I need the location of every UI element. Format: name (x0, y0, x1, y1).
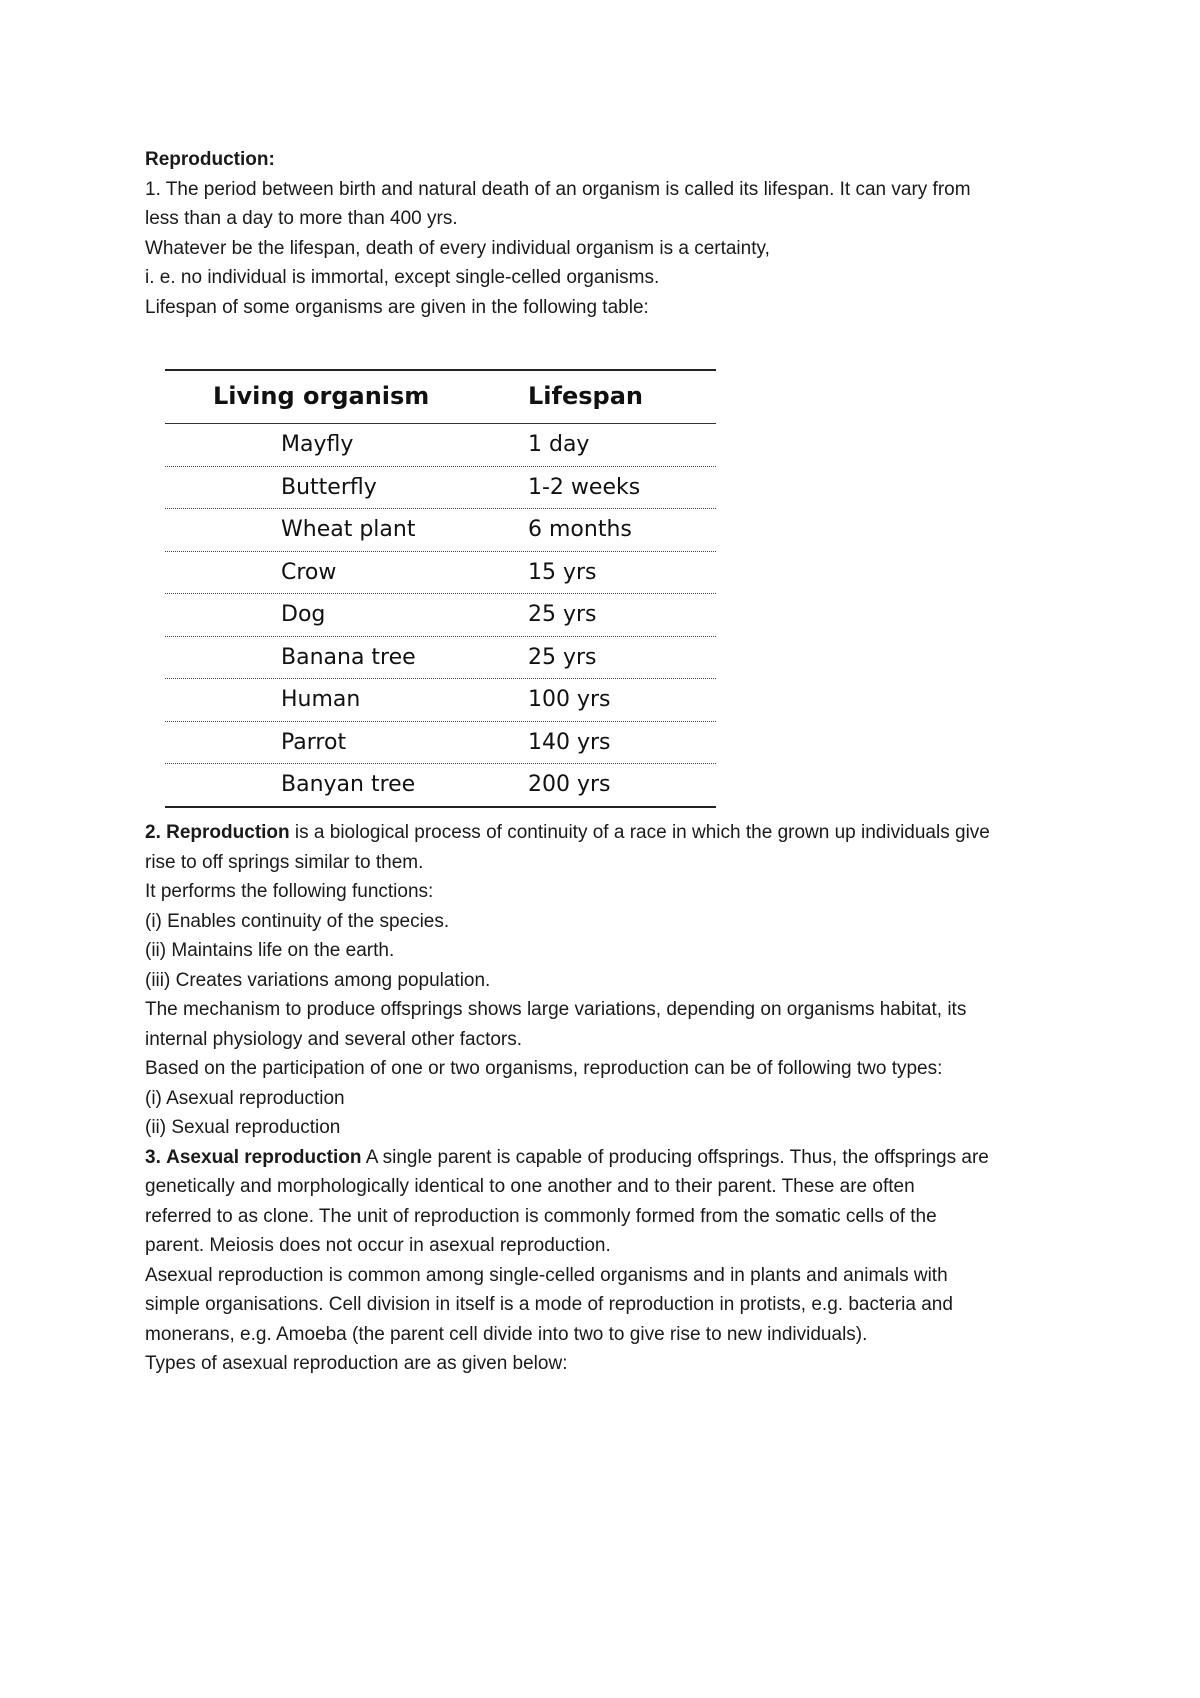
table-row (165, 552, 716, 595)
organism-cell: Dog (281, 602, 326, 627)
paragraph-line: rise to off springs similar to them. (145, 851, 424, 873)
lifespan-cell: 15 yrs (528, 559, 597, 585)
lifespan-cell: 1-2 weeks (528, 474, 641, 500)
paragraph-line: referred to as clone. The unit of reproduction is commonly formed from the somatic cells of the (145, 1205, 937, 1227)
paragraph-line: simple organisations. Cell division in itself is a mode of reproduction in protists, e.g. bacteria and (145, 1294, 953, 1315)
table-row (165, 637, 716, 680)
lifespan-cell: 25 yrs (528, 644, 597, 670)
list-item: (iii) Creates variations among population. (145, 969, 491, 991)
organism-cell: Banyan tree (281, 772, 416, 798)
list-item: (ii) Sexual reproduction (145, 1117, 341, 1138)
organism-cell: Crow (281, 559, 337, 585)
section-term: Reproduction (166, 822, 290, 843)
section-2-intro (145, 818, 1065, 848)
organism-cell: Human (281, 687, 361, 712)
section-term: Asexual reproduction (166, 1146, 362, 1168)
table-row (165, 424, 716, 467)
paragraph-line: genetically and morphologically identical to one another and to their parent. These are often (145, 1176, 915, 1197)
section-number: 2. (145, 822, 161, 843)
organism-cell: Banana tree (281, 644, 416, 670)
list-item: (i) Asexual reproduction (145, 1087, 345, 1109)
table-row (165, 722, 716, 765)
table-row (165, 594, 716, 637)
column-header-lifespan: Lifespan (528, 382, 643, 411)
paragraph-line: monerans, e.g. Amoeba (the parent cell divide into two to give rise to new individuals). (145, 1323, 868, 1345)
table-row (165, 764, 716, 806)
list-item: (ii) Maintains life on the earth. (145, 940, 395, 961)
organism-cell: Butterfly (281, 474, 377, 500)
lifespan-cell: 1 day (528, 432, 590, 457)
paragraph-line: internal physiology and several other factors. (145, 1028, 523, 1050)
section-intro-text: A single parent is capable of producing offsprings. Thus, the offsprings are (361, 1146, 989, 1168)
table-bottom-rule (165, 806, 716, 808)
organism-cell: Mayfly (281, 432, 354, 457)
table-header-row (165, 371, 716, 423)
paragraph-line: Asexual reproduction is common among single-celled organisms and in plants and animals with (145, 1264, 948, 1286)
table-row (165, 509, 716, 552)
paragraph-line: Types of asexual reproduction are as given below: (145, 1353, 568, 1374)
organism-cell: Parrot (281, 729, 347, 755)
paragraph-line: Based on the participation of one or two organisms, reproduction can be of following two types: (145, 1058, 943, 1079)
paragraph-line: Whatever be the lifespan, death of every individual organism is a certainty, (145, 237, 770, 259)
paragraph-line: 1. The period between birth and natural death of an organism is called its lifespan. It can vary from (145, 178, 971, 200)
document-body (145, 145, 1065, 1379)
lifespan-cell: 25 yrs (528, 602, 597, 627)
section-2 (145, 818, 1065, 1143)
list-item: (i) Enables continuity of the species. (145, 910, 450, 932)
table-row (165, 679, 716, 722)
paragraph-line: Lifespan of some organisms are given in the following table: (145, 296, 649, 318)
column-header-living-organism: Living organism (213, 382, 430, 411)
section-intro-text: is a biological process of continuity of a race in which the grown up individuals give (289, 822, 990, 843)
paragraph-line: It performs the following functions: (145, 881, 434, 902)
paragraph-line: i. e. no individual is immortal, except single-celled organisms. (145, 267, 660, 288)
section-3-intro (145, 1143, 1065, 1173)
lifespan-cell: 200 yrs (528, 772, 611, 798)
paragraph-line: The mechanism to produce offsprings shows large variations, depending on organisms habitat, its (145, 999, 967, 1020)
section-3 (145, 1143, 1065, 1379)
lifespan-cell: 100 yrs (528, 687, 611, 712)
section-1 (145, 175, 1065, 323)
section-number: 3. (145, 1146, 161, 1168)
page-title: Reproduction: (145, 149, 275, 170)
lifespan-table (165, 369, 716, 808)
table-row (165, 467, 716, 510)
lifespan-cell: 140 yrs (528, 729, 611, 755)
organism-cell: Wheat plant (281, 517, 416, 542)
paragraph-line: less than a day to more than 400 yrs. (145, 208, 458, 229)
lifespan-cell: 6 months (528, 517, 632, 542)
paragraph-line: parent. Meiosis does not occur in asexual reproduction. (145, 1235, 611, 1256)
